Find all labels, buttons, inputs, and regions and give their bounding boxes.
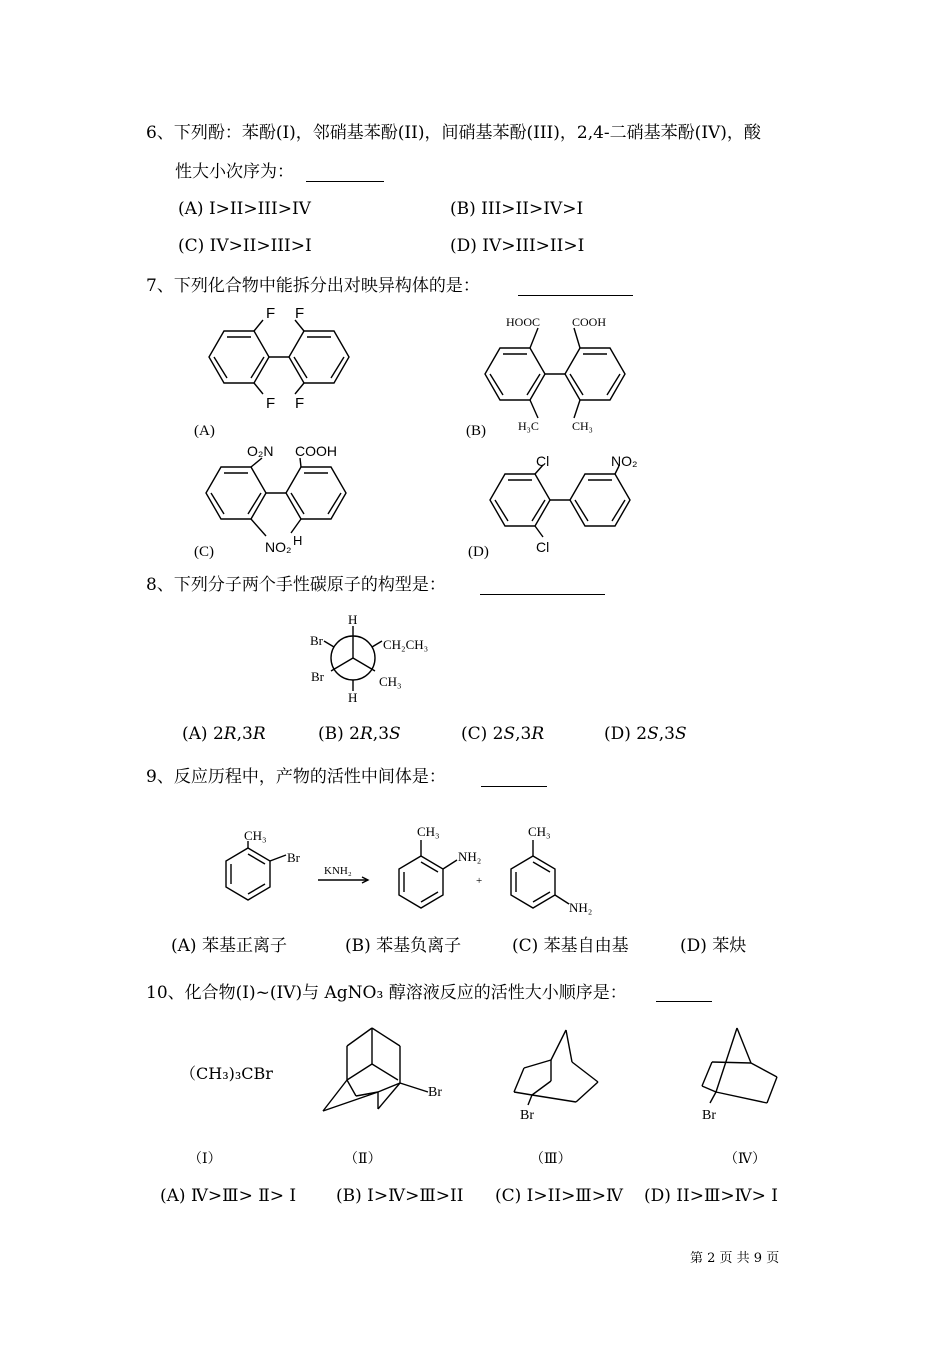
8-h-top: H: [348, 612, 358, 627]
9-reagent-knh2: KNH₂: [324, 865, 352, 877]
7d-cl1: Cl: [536, 453, 550, 469]
q6-text-line1: 6、下列酚：苯酚(I)，邻硝基苯酚(II)，间硝基苯酚(III)，2,4-二硝基苯酚(IV)，酸: [146, 123, 761, 143]
structure-10-iii: [514, 1030, 598, 1123]
7c-cooh: COOH: [295, 443, 337, 459]
7b-cooh: COOH: [572, 315, 607, 329]
q7-label-d: (D): [468, 544, 489, 560]
structure-7a: [209, 305, 349, 412]
9-product1-ch3: CH₃: [417, 824, 440, 839]
7d-cl2: Cl: [536, 539, 550, 555]
q7-label-b: (B): [466, 423, 486, 439]
structure-8-newman: [310, 612, 428, 705]
7b-h3c: H₃C: [518, 419, 539, 433]
q10-option-a: (A) Ⅳ>Ⅲ> Ⅱ> Ⅰ: [160, 1186, 297, 1206]
7a-f4: F: [295, 395, 305, 412]
7c-no2: NO₂: [265, 539, 292, 555]
q10-option-c: (C) I>II>Ⅲ>Ⅳ: [495, 1186, 623, 1206]
7b-ch3: CH₃: [572, 419, 593, 433]
q6-option-c: (C) IV>II>III>I: [178, 236, 312, 256]
structure-7d: [490, 453, 637, 555]
q9-option-b: (B) 苯基负离子: [345, 936, 462, 956]
q10-text: 10、化合物(I)~(IV)与 AgNO₃ 醇溶液反应的活性大小顺序是：: [146, 983, 627, 1003]
7c-o2n: O₂N: [247, 443, 274, 459]
8-h-bottom: H: [348, 690, 358, 705]
page-footer: 第 2 页 共 9 页: [690, 1251, 780, 1266]
9-product2-nh2: NH₂: [569, 900, 593, 915]
q10-compound-1: （CH₃)₃CBr: [180, 1064, 273, 1083]
9-product2-ch3: CH₃: [528, 824, 551, 839]
structure-7b: [485, 315, 625, 433]
q6-option-d: (D) IV>III>II>I: [450, 236, 585, 256]
q6-option-b: (B) III>II>IV>I: [450, 199, 584, 219]
7a-f1: F: [266, 305, 276, 322]
q7-label-c: (C): [194, 544, 214, 560]
8-br-bottom: Br: [311, 669, 324, 684]
10-iii-br: Br: [520, 1108, 534, 1123]
q10-option-b: (B) I>Ⅳ>Ⅲ>II: [336, 1186, 464, 1206]
8-methyl: CH₃: [379, 674, 402, 689]
9-plus: +: [476, 875, 483, 887]
q8-option-a: (A) 2R,3R: [182, 724, 266, 744]
q10-label-1: （Ⅰ）: [188, 1151, 222, 1167]
structure-10-ii: [323, 1028, 442, 1111]
q9-option-c: (C) 苯基自由基: [512, 936, 629, 956]
q10-label-3: （Ⅲ）: [530, 1151, 572, 1167]
q8-option-c: (C) 2S,3R: [461, 724, 545, 744]
8-ethyl: CH₂CH₃: [383, 637, 429, 652]
structure-9-reaction: [226, 824, 592, 915]
q7-label-a: (A): [194, 423, 215, 439]
q10-label-4: （Ⅳ）: [724, 1151, 766, 1167]
structure-7c: [206, 443, 346, 555]
q9-option-d: (D) 苯炔: [680, 936, 747, 956]
7d-no2: NO₂: [611, 453, 638, 469]
10-ii-br: Br: [428, 1085, 442, 1100]
q6-option-a: (A) I>II>III>IV: [178, 199, 311, 219]
q7-text: 7、下列化合物中能拆分出对映异构体的是：: [146, 276, 480, 296]
q10-label-2: （Ⅱ）: [344, 1151, 382, 1167]
q6-text-line2: 性大小次序为：: [175, 162, 294, 182]
7a-f3: F: [266, 395, 276, 412]
structure-10-iv: [702, 1028, 777, 1123]
q8-option-b: (B) 2R,3S: [318, 724, 401, 744]
7c-h: H: [293, 533, 303, 548]
q8-text: 8、下列分子两个手性碳原子的构型是：: [146, 575, 446, 595]
7b-hooc: HOOC: [506, 315, 541, 329]
q10-option-d: (D) II>Ⅲ>Ⅳ> Ⅰ: [644, 1186, 778, 1206]
9-reactant-ch3: CH₃: [244, 828, 267, 843]
7a-f2: F: [295, 305, 305, 322]
9-product1-nh2: NH₂: [458, 849, 482, 864]
q8-option-d: (D) 2S,3S: [604, 724, 687, 744]
q9-text: 9、反应历程中，产物的活性中间体是：: [146, 767, 446, 787]
q9-option-a: (A) 苯基正离子: [171, 936, 287, 956]
10-iv-br: Br: [702, 1108, 716, 1123]
9-reactant-br: Br: [287, 850, 300, 865]
8-br-top: Br: [310, 633, 323, 648]
